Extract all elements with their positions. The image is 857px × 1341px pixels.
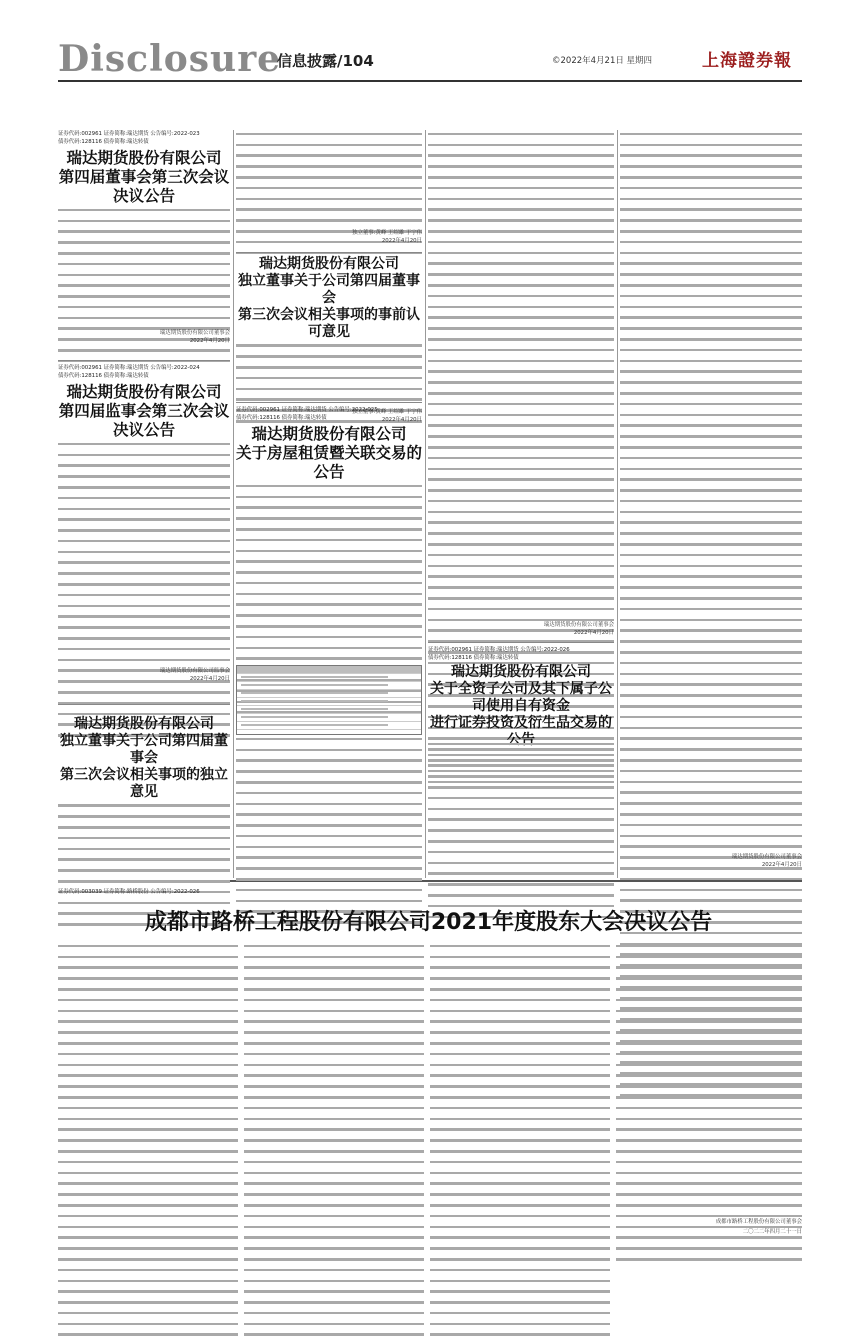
article-title: 瑞达期货股份有限公司 关于全资子公司及其下属子公司使用自有资金 进行证券投资及衍生品交易的公告 bbox=[430, 664, 612, 749]
section-title: 信息披露/104 bbox=[277, 52, 374, 70]
column-divider bbox=[617, 130, 618, 878]
bottom-column bbox=[58, 942, 238, 1238]
article-signature: 独立董事:黄峰 王绍雄 于宁伟 bbox=[352, 409, 422, 416]
article-date: 2022年4月20日 bbox=[573, 629, 614, 636]
article-date: 2022年4月20日 bbox=[761, 861, 802, 868]
article-title-shareholder-meeting: 成都市路桥工程股份有限公司2021年度股东大会决议公告 bbox=[144, 910, 713, 935]
article-continuation bbox=[428, 740, 614, 876]
header-rule bbox=[58, 80, 802, 82]
article-date: 二〇二二年四月二十一日 bbox=[742, 1229, 802, 1235]
article-bond-code: 债券代码:128116 债券简称:瑞达转债 bbox=[58, 373, 149, 379]
bottom-column bbox=[616, 942, 802, 1182]
article-title: 瑞达期货股份有限公司 第四届董事会第三次会议决议公告 bbox=[58, 149, 230, 205]
article-code: 证券代码:002961 证券简称:瑞达期货 公告编号:2022-025 bbox=[236, 407, 378, 413]
article-divider bbox=[428, 642, 614, 643]
article-code: 证券代码:002961 证券简称:瑞达期货 公告编号:2022-024 bbox=[58, 365, 200, 371]
article-bond-code: 债券代码:128116 债券简称:瑞达转债 bbox=[428, 655, 519, 661]
section-mark: Disclosure bbox=[58, 38, 282, 80]
page-header bbox=[0, 0, 857, 86]
article-independent-opinion bbox=[58, 716, 230, 876]
article-date: 2022年4月20日 bbox=[189, 337, 230, 344]
article-continuation bbox=[428, 130, 614, 640]
article-signature: 瑞达期货股份有限公司监事会 bbox=[159, 667, 230, 674]
article-signature: 瑞达期货股份有限公司董事会 bbox=[543, 621, 614, 628]
article-continuation bbox=[620, 130, 802, 876]
article-title: 瑞达期货股份有限公司 关于房屋租赁暨关联交易的公告 bbox=[236, 425, 423, 481]
article-bond-code: 债券代码:128116 债券简称:瑞达转债 bbox=[236, 415, 327, 421]
article-board-resolution bbox=[58, 130, 230, 358]
article-date: 2022年4月20日 bbox=[189, 675, 230, 682]
article-signature: 瑞达期货股份有限公司董事会 bbox=[731, 853, 802, 860]
article-lease-related-party bbox=[236, 406, 422, 876]
article-signature: 独立董事:黄峰 王绍雄 于宁伟 bbox=[352, 229, 422, 236]
column-divider bbox=[425, 130, 426, 878]
data-table bbox=[236, 665, 422, 735]
article-title: 瑞达期货股份有限公司 独立董事关于公司第四届董事会 第三次会议相关事项的独立意见 bbox=[60, 716, 228, 801]
bottom-column bbox=[430, 942, 610, 1238]
article-title: 瑞达期货股份有限公司 独立董事关于公司第四届董事会 第三次会议相关事项的事前认可意见 bbox=[238, 256, 420, 341]
article-signature: 成都市路桥工程股份有限公司董事会 bbox=[715, 1219, 802, 1225]
article-divider bbox=[236, 252, 422, 253]
article-supervisory-resolution bbox=[58, 364, 230, 698]
article-title: 瑞达期货股份有限公司 第四届监事会第三次会议决议公告 bbox=[58, 383, 230, 439]
bottom-column bbox=[244, 942, 424, 1238]
article-divider bbox=[236, 402, 422, 403]
article-signature: 瑞达期货股份有限公司董事会 bbox=[159, 329, 230, 336]
article-date: 2022年4月20日 bbox=[381, 417, 422, 424]
article-code: 证券代码:003039 证券简称:路桥股份 公告编号:2022-026 bbox=[58, 889, 200, 895]
column-divider bbox=[233, 130, 234, 878]
article-code: 证券代码:002961 证券简称:瑞达期货 公告编号:2022-023 bbox=[58, 131, 200, 137]
article-bond-code: 债券代码:128116 债券简称:瑞达转债 bbox=[58, 139, 149, 145]
article-date: 2022年4月20日 bbox=[381, 237, 422, 244]
issue-date: ©2022年4月21日 星期四 bbox=[552, 56, 653, 66]
article-divider bbox=[58, 704, 230, 705]
masthead-logo: 上海證券報 bbox=[702, 51, 792, 71]
article-divider bbox=[58, 360, 230, 361]
article-code: 证券代码:002961 证券简称:瑞达期货 公告编号:2022-026 bbox=[428, 647, 570, 653]
article-continuation bbox=[236, 130, 422, 250]
